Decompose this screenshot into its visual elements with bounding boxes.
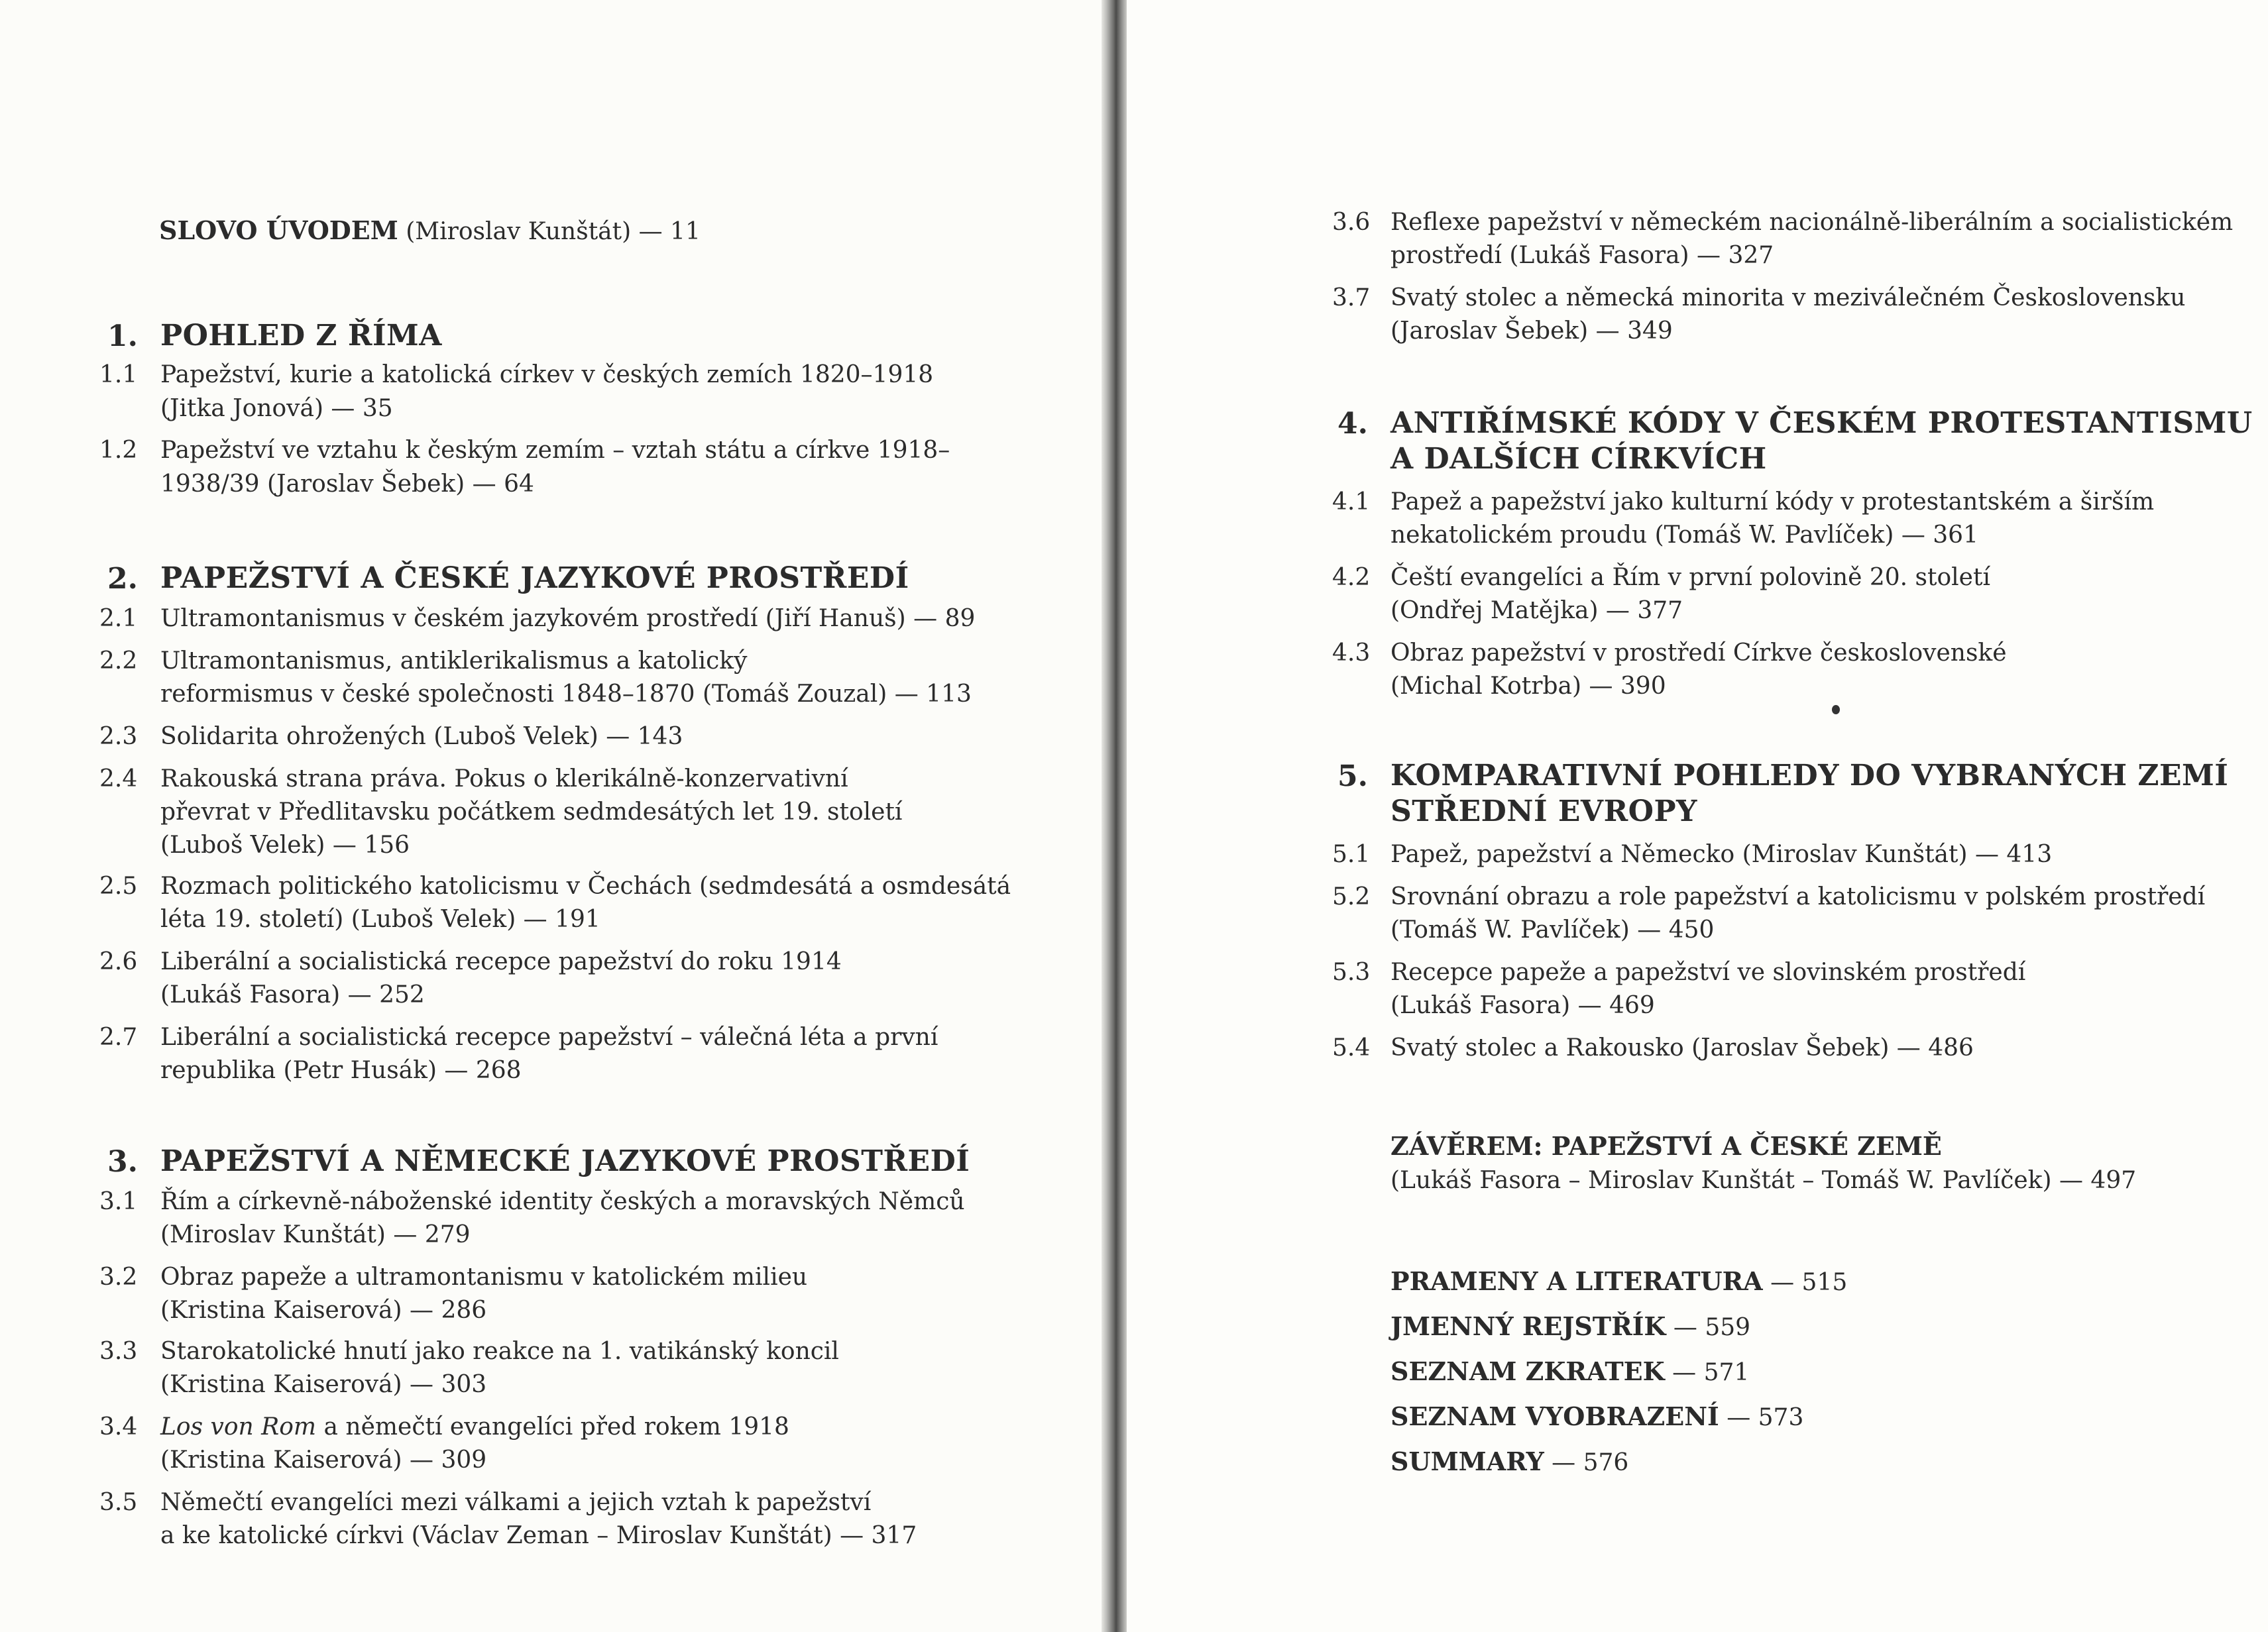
intro-author-page: (Miroslav Kunštát) — 11 (398, 218, 701, 245)
entry-line: Papežství ve vztahu k českým zemím – vztah státu a církve 1918– (160, 437, 950, 464)
entry-number: 2.4 (99, 765, 138, 792)
entry-line: Obraz papeže a ultramontanismu v katolickém milieu (160, 1264, 808, 1291)
entry-line: (Lukáš Fasora) — 252 (160, 981, 425, 1008)
back-matter-page: — 571 (1664, 1359, 1750, 1386)
entry-line: Reflexe papežství v německém nacionálně-liberálním a socialistickém (1390, 209, 2234, 236)
entry-text: a němečtí evangelíci před rokem 1918 (316, 1413, 789, 1441)
back-matter-title: SUMMARY (1390, 1446, 1544, 1476)
entry-line: Recepce papeže a papežství ve slovinském prostředí (1390, 959, 2026, 986)
left-page (0, 0, 1107, 1632)
entry-number: 1.1 (99, 361, 138, 388)
entry-number: 3.4 (99, 1413, 138, 1441)
entry-line: Liberální a socialistická recepce papežství do roku 1914 (160, 948, 842, 975)
conclusion-title: ZÁVĚREM: PAPEŽSTVÍ A ČESKÉ ZEMĚ (1390, 1131, 1942, 1161)
entry-number: 3.7 (1332, 284, 1371, 311)
back-matter-page: — 573 (1719, 1404, 1804, 1431)
back-matter-item (1390, 1447, 1628, 1478)
right-page (1127, 0, 2268, 1632)
entry-number: 2.6 (99, 948, 138, 975)
entry-number: 4.1 (1332, 488, 1371, 516)
section-2-number: 2. (107, 562, 138, 596)
section-3-number: 3. (107, 1145, 138, 1179)
entry-line: (Miroslav Kunštát) — 279 (160, 1221, 471, 1248)
entry-line: Papežství, kurie a katolická církev v českých zemích 1820–1918 (160, 361, 934, 388)
back-matter-title: JMENNÝ REJSTŘÍK (1390, 1311, 1666, 1341)
entry-number: 5.2 (1332, 883, 1371, 910)
entry-number: 3.5 (99, 1489, 138, 1516)
entry-line: Němečtí evangelíci mezi válkami a jejich vztah k papežství (160, 1489, 872, 1516)
section-4-number: 4. (1337, 407, 1368, 441)
entry-number: 3.1 (99, 1188, 138, 1215)
section-5-title: KOMPARATIVNÍ POHLEDY DO VYBRANÝCH ZEMÍ (1390, 759, 2229, 792)
section-5-number: 5. (1337, 759, 1368, 793)
entry-line: Papež, papežství a Německo (Miroslav Kunštát) — 413 (1390, 841, 2053, 868)
entry-line: Liberální a socialistická recepce papežství – válečná léta a první (160, 1024, 938, 1051)
entry-line: (Ondřej Matějka) — 377 (1390, 597, 1683, 624)
entry-number: 4.2 (1332, 564, 1371, 591)
entry-line: Svatý stolec a německá minorita v meziválečném Československu (1390, 284, 2186, 311)
section-1-number: 1. (107, 319, 138, 353)
entry-line: Řím a církevně-náboženské identity českých a moravských Němců (160, 1188, 965, 1215)
entry-line: (Kristina Kaiserová) — 303 (160, 1371, 487, 1398)
entry-number: 5.1 (1332, 841, 1371, 868)
entry-number: 2.5 (99, 873, 138, 900)
section-4-title-line2: A DALŠÍCH CÍRKVÍCH (1390, 442, 1767, 476)
conclusion-authors: (Lukáš Fasora – Miroslav Kunštát – Tomáš W. Pavlíček) — 497 (1390, 1167, 2137, 1194)
entry-line: reformismus v české společnosti 1848–1870 (Tomáš Zouzal) — 113 (160, 680, 972, 708)
entry-line: (Michal Kotrba) — 390 (1390, 673, 1666, 700)
intro-title: SLOVO ÚVODEM (159, 215, 398, 245)
entry-line: Ultramontanismus v českém jazykovém prostředí (Jiří Hanuš) — 89 (160, 605, 976, 632)
entry-line: Srovnání obrazu a role papežství a katolicismu v polském prostředí (1390, 883, 2206, 910)
entry-number: 3.2 (99, 1264, 138, 1291)
back-matter-title: SEZNAM VYOBRAZENÍ (1390, 1401, 1719, 1431)
section-5-title-line2: STŘEDNÍ EVROPY (1390, 794, 1697, 828)
entry-line: 1938/39 (Jaroslav Šebek) — 64 (160, 470, 534, 498)
back-matter-page: — 559 (1666, 1314, 1751, 1341)
entry-line: a ke katolické církvi (Václav Zeman – Miroslav Kunštát) — 317 (160, 1522, 917, 1549)
section-1-title: POHLED Z ŘÍMA (160, 319, 442, 353)
entry-line: (Lukáš Fasora) — 469 (1390, 992, 1655, 1019)
section-3-title: PAPEŽSTVÍ A NĚMECKÉ JAZYKOVÉ PROSTŘEDÍ (160, 1144, 970, 1178)
back-matter-item (1390, 1357, 1749, 1387)
back-matter-title: SEZNAM ZKRATEK (1390, 1356, 1665, 1386)
entry-number: 2.7 (99, 1024, 138, 1051)
entry-line: (Jaroslav Šebek) — 349 (1390, 317, 1673, 345)
entry-line: Rozmach politického katolicismu v Čechách (sedmdesátá a osmdesátá (160, 873, 1011, 900)
entry-line: Ultramontanismus, antiklerikalismus a katolický (160, 647, 748, 675)
entry-line: Starokatolické hnutí jako reakce na 1. vatikánský koncil (160, 1338, 839, 1365)
entry-number: 3.6 (1332, 209, 1371, 236)
entry-line: prostředí (Lukáš Fasora) — 327 (1390, 242, 1774, 269)
section-2-title: PAPEŽSTVÍ A ČESKÉ JAZYKOVÉ PROSTŘEDÍ (160, 561, 909, 595)
entry-line: Čeští evangelíci a Řím v první polovině 20. století (1390, 564, 1990, 591)
entry-line: nekatolickém proudu (Tomáš W. Pavlíček) — 361 (1390, 521, 1978, 549)
entry-line: (Kristina Kaiserová) — 286 (160, 1297, 487, 1324)
entry-line (160, 1413, 789, 1442)
back-matter-title: PRAMENY A LITERATURA (1390, 1266, 1763, 1296)
entry-line: převrat v Předlitavsku počátkem sedmdesátých let 19. století (160, 798, 903, 826)
book-spine-gutter (1102, 0, 1128, 1632)
back-matter-page: — 576 (1544, 1449, 1629, 1476)
entry-line: (Kristina Kaiserová) — 309 (160, 1446, 487, 1474)
entry-number: 2.2 (99, 647, 138, 675)
entry-line: Papež a papežství jako kulturní kódy v protestantském a širším (1390, 488, 2155, 516)
entry-number: 3.3 (99, 1338, 138, 1365)
entry-line: republika (Petr Husák) — 268 (160, 1057, 522, 1084)
back-matter-item (1390, 1312, 1750, 1342)
entry-line: Solidarita ohrožených (Luboš Velek) — 143 (160, 723, 683, 750)
entry-number: 5.3 (1332, 959, 1371, 986)
section-4-title: ANTIŘÍMSKÉ KÓDY V ČESKÉM PROTESTANTISMU (1390, 406, 2253, 440)
entry-line: (Tomáš W. Pavlíček) — 450 (1390, 916, 1715, 944)
entry-number: 1.2 (99, 437, 138, 464)
back-matter-item (1390, 1267, 1847, 1297)
entry-line: léta 19. století) (Luboš Velek) — 191 (160, 906, 600, 933)
entry-number: 4.3 (1332, 639, 1371, 667)
back-matter-item (1390, 1402, 1803, 1433)
entry-line: Rakouská strana práva. Pokus o klerikálně-konzervativní (160, 765, 848, 792)
entry-line: (Jitka Jonová) — 35 (160, 395, 393, 422)
intro-entry (159, 216, 701, 246)
entry-italic-text: Los von Rom (160, 1413, 317, 1441)
entry-line: (Luboš Velek) — 156 (160, 832, 410, 859)
entry-number: 2.1 (99, 605, 138, 632)
entry-line: Svatý stolec a Rakousko (Jaroslav Šebek) — 486 (1390, 1034, 1974, 1061)
entry-number: 2.3 (99, 723, 138, 750)
entry-line: Obraz papežství v prostředí Církve československé (1390, 639, 2007, 667)
back-matter-page: — 515 (1762, 1269, 1848, 1296)
ink-dot-mark (1832, 705, 1840, 714)
entry-number: 5.4 (1332, 1034, 1371, 1061)
